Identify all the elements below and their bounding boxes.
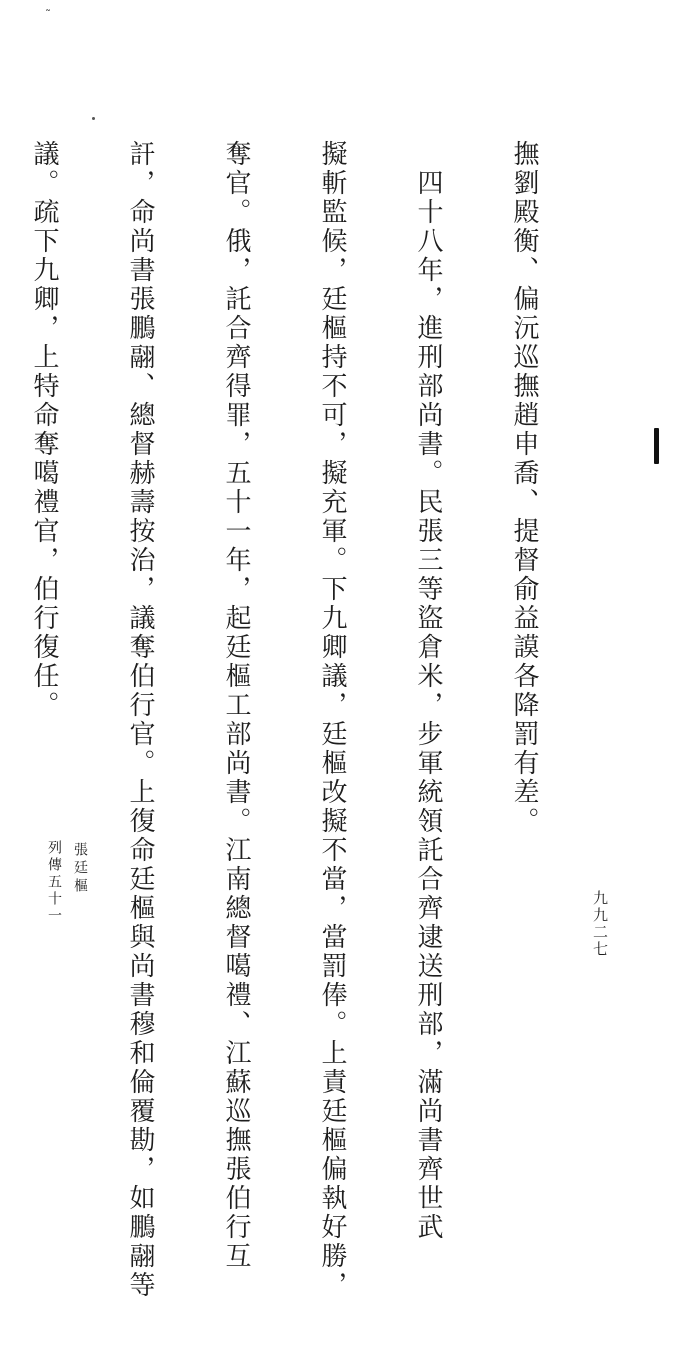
running-name: 張廷樞 bbox=[72, 842, 88, 896]
corner-mark: ˜ bbox=[45, 8, 51, 22]
text-column: 四十八年，進刑部尚書。民張三等盜倉米，步軍統領託合齊逮送刑部，滿尚書齊世武 bbox=[413, 140, 443, 1242]
text-column: 訐，命尚書張鵬翮、總督赫壽按治，議奪伯行官。上復命廷樞與尚書穆和倫覆勘，如鵬翮等 bbox=[125, 140, 155, 1300]
margin-bar bbox=[654, 428, 659, 464]
scan-dot bbox=[92, 117, 95, 120]
text-column: 議。疏下九卿，上特命奪噶禮官，伯行復任。 bbox=[29, 140, 59, 720]
running-head: 列傳五十一 bbox=[46, 840, 62, 925]
text-column: 奪官。俄，託合齊得罪，五十一年，起廷樞工部尚書。江南總督噶禮、江蘇巡撫張伯行互 bbox=[221, 140, 251, 1271]
text-column: 擬斬監候，廷樞持不可，擬充軍。下九卿議，廷樞改擬不當，當罰俸。上責廷樞偏執好勝， bbox=[317, 140, 347, 1300]
text-column: 撫劉殿衡、偏沅巡撫趙申喬、提督俞益謨各降罰有差。 bbox=[509, 140, 539, 836]
page-number: 九九二七 bbox=[591, 890, 609, 958]
